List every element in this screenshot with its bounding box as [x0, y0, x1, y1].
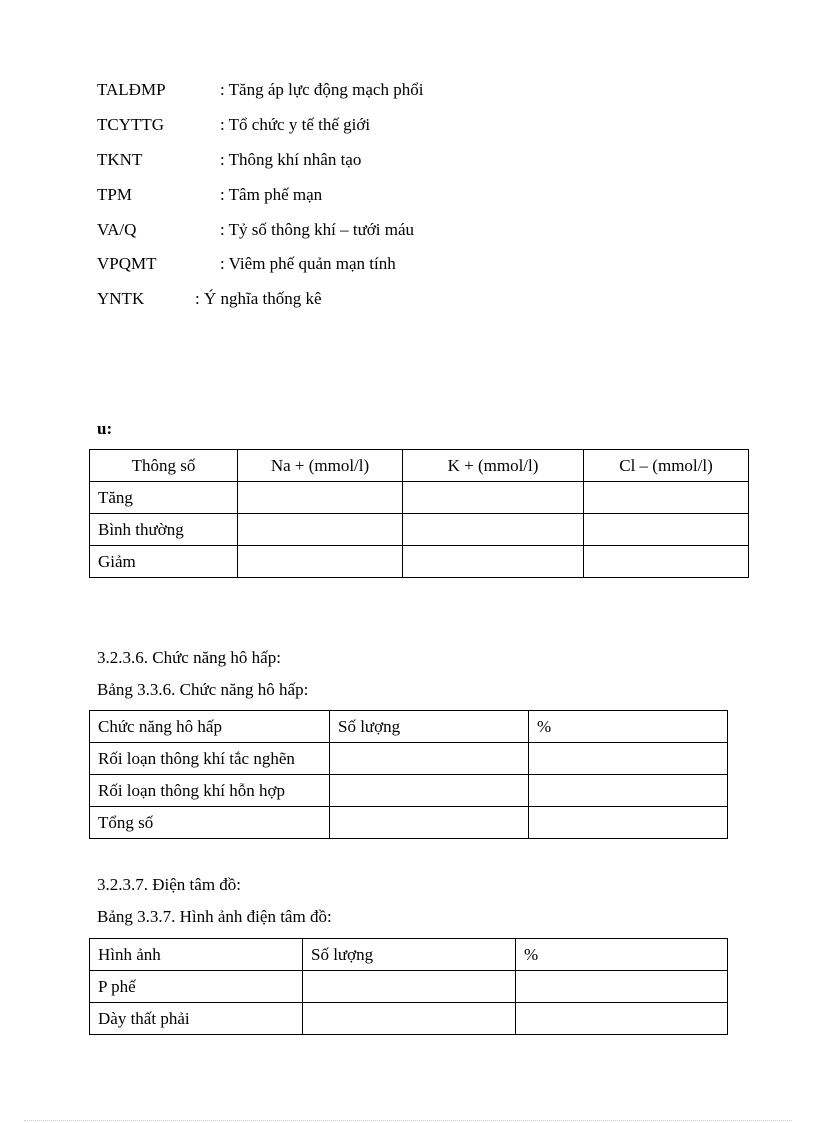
table-cell: [584, 546, 749, 578]
column-header: K + (mmol/l): [403, 450, 584, 482]
abbreviation-key: TCYTTG: [97, 115, 165, 134]
column-header: Na + (mmol/l): [238, 450, 403, 482]
table-row: [90, 971, 728, 1003]
row-label: Dày thất phải: [90, 1003, 303, 1035]
abbreviation-value: : Tổ chức y tế thế giới: [220, 115, 371, 134]
table-cell: [529, 775, 728, 807]
abbreviation-key: YNTK: [97, 289, 145, 308]
abbreviation-value: : Tăng áp lực động mạch phổi: [220, 80, 424, 99]
column-header: %: [516, 939, 728, 971]
column-header: Số lượng: [303, 939, 516, 971]
abbreviation-value: : Viêm phế quản mạn tính: [220, 254, 396, 273]
table-cell: [303, 971, 516, 1003]
column-header: Số lượng: [330, 711, 529, 743]
ecg-table: [89, 938, 728, 1035]
table-cell: [529, 743, 728, 775]
table-cell: [403, 514, 584, 546]
table-row: [90, 514, 749, 546]
table-cell: [238, 546, 403, 578]
abbreviation-value: : Ý nghĩa thống kê: [195, 289, 322, 308]
table-cell: [584, 514, 749, 546]
table-cell: [529, 807, 728, 839]
table-cell: [330, 807, 529, 839]
column-header: Thông số: [90, 450, 238, 482]
table-row: [90, 775, 728, 807]
table-row: [90, 482, 749, 514]
row-label: Rối loạn thông khí hỗn hợp: [90, 775, 330, 807]
abbreviation-value: : Thông khí nhân tạo: [220, 150, 362, 169]
table-row: [90, 1003, 728, 1035]
abbreviation-key: VPQMT: [97, 254, 157, 273]
table-cell: [238, 482, 403, 514]
row-label: Tổng số: [90, 807, 330, 839]
table-cell: [516, 1003, 728, 1035]
column-header: Cl – (mmol/l): [584, 450, 749, 482]
table-cell: [330, 775, 529, 807]
section-fragment: u:: [97, 419, 113, 438]
row-label: Bình thường: [90, 514, 238, 546]
column-header: %: [529, 711, 728, 743]
table-cell: [238, 514, 403, 546]
table-cell: [303, 1003, 516, 1035]
abbreviation-value: : Tỷ số thông khí – tưới máu: [220, 220, 415, 239]
column-header: Hình ảnh: [90, 939, 303, 971]
row-label: Rối loạn thông khí tắc nghẽn: [90, 743, 330, 775]
section-heading: 3.2.3.7. Điện tâm đồ:: [97, 875, 242, 894]
row-label: Giảm: [90, 546, 238, 578]
electrolyte-table: [89, 449, 749, 578]
row-label: Tăng: [90, 482, 238, 514]
respiratory-function-table: [89, 710, 728, 839]
table-cell: [403, 546, 584, 578]
page-bottom-divider: [24, 1120, 792, 1121]
abbreviation-key: TALĐMP: [97, 80, 166, 99]
table-header-row: [90, 450, 749, 482]
abbreviation-key: TKNT: [97, 150, 143, 169]
table-row: [90, 743, 728, 775]
table-cell: [516, 971, 728, 1003]
table-header-row: [90, 939, 728, 971]
section-heading: 3.2.3.6. Chức năng hô hấp:: [97, 648, 281, 667]
table-caption: Bảng 3.3.6. Chức năng hô hấp:: [97, 680, 309, 699]
table-cell: [584, 482, 749, 514]
row-label: P phế: [90, 971, 303, 1003]
column-header: Chức năng hô hấp: [90, 711, 330, 743]
table-cell: [403, 482, 584, 514]
abbreviation-key: VA/Q: [97, 220, 137, 239]
table-cell: [330, 743, 529, 775]
abbreviation-key: TPM: [97, 185, 132, 204]
table-caption: Bảng 3.3.7. Hình ảnh điện tâm đồ:: [97, 907, 332, 926]
table-header-row: [90, 711, 728, 743]
abbreviation-value: : Tâm phế mạn: [220, 185, 323, 204]
table-row: [90, 546, 749, 578]
table-row: [90, 807, 728, 839]
